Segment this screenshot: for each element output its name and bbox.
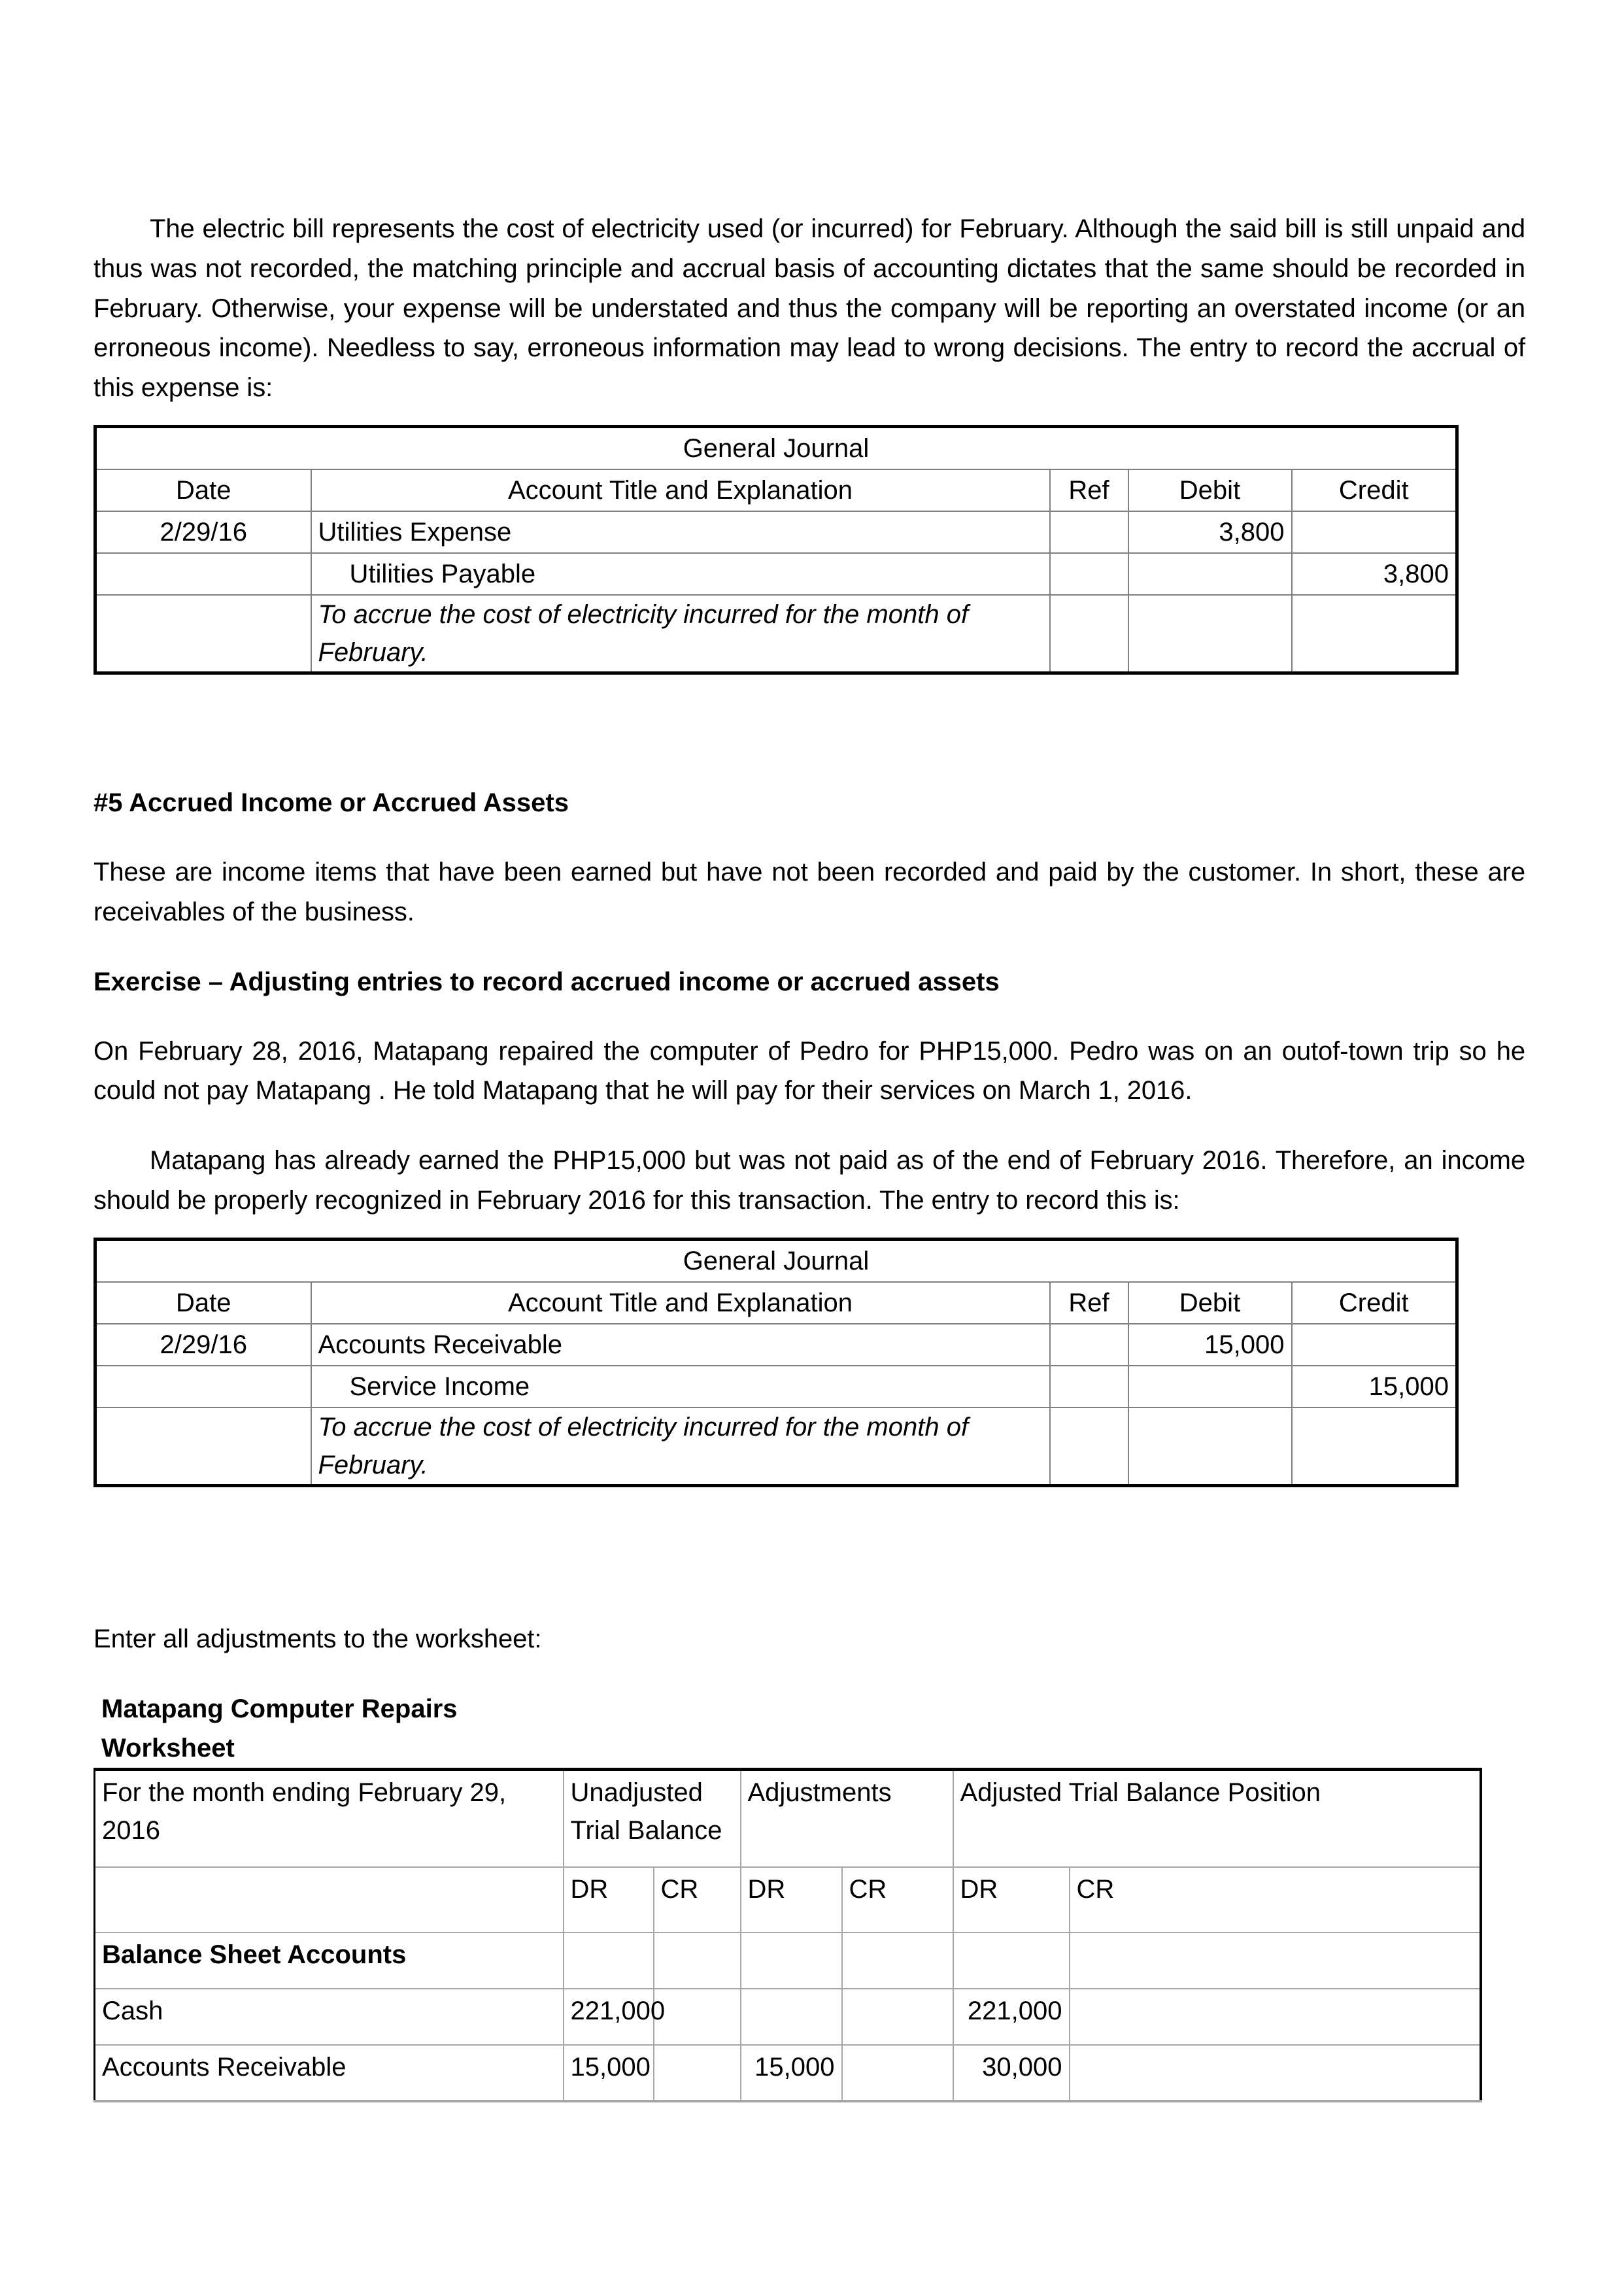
worksheet-unadjusted-header: Unadjusted Trial Balance <box>564 1769 741 1867</box>
cell-credit <box>1292 1324 1457 1366</box>
table-row <box>95 1867 1481 1932</box>
page-content <box>93 209 1525 2102</box>
worksheet-period-header: For the month ending February 29, 2016 <box>95 1769 564 1867</box>
cell-debit-empty <box>1128 595 1292 673</box>
worksheet-adjustments-header: Adjustments <box>741 1769 953 1867</box>
header-credit: Credit <box>1292 1282 1457 1324</box>
header-date: Date <box>95 1282 311 1324</box>
cell-date-empty <box>95 595 311 673</box>
cell-ref-empty <box>1050 595 1128 673</box>
cell-ref <box>1050 511 1128 553</box>
cell-debit <box>1128 1366 1292 1408</box>
worksheet-adjusted-header: Adjusted Trial Balance Position <box>953 1769 1481 1867</box>
cell-account: Utilities Payable <box>311 553 1050 595</box>
worksheet-row-label: Cash <box>95 1989 564 2045</box>
table-row <box>95 1408 1457 1486</box>
worksheet-blank-subheader <box>95 1867 564 1932</box>
table-row <box>95 1989 1481 2045</box>
table-row <box>95 469 1457 511</box>
worksheet-cell-adj-cr <box>842 1932 953 1989</box>
paragraph-enter-adjustments: Enter all adjustments to the worksheet: <box>93 1624 542 1653</box>
cell-debit: 3,800 <box>1128 511 1292 553</box>
worksheet-cell-final-dr: 30,000 <box>953 2045 1070 2101</box>
worksheet-cell-adj-dr <box>741 1989 842 2045</box>
worksheet-cell-unadj-dr: 15,000 <box>564 2045 654 2101</box>
worksheet-subheader-unadj-cr: CR <box>654 1867 741 1932</box>
journal-title: General Journal <box>95 1239 1457 1282</box>
table-row <box>95 1769 1481 1867</box>
paragraph-transaction: On February 28, 2016, Matapang repaired the computer of Pedro for PHP15,000. Pedro was on an outof-town trip so he could not pay Matapang . He told Matapang that he will pay for their services on March 1, 2016. <box>93 1036 1525 1105</box>
worksheet-cell-unadj-dr <box>564 1932 654 1989</box>
cell-debit <box>1128 553 1292 595</box>
cell-credit-empty <box>1292 1408 1457 1486</box>
worksheet-subheader-final-cr: CR <box>1070 1867 1481 1932</box>
cell-date: 2/29/16 <box>95 511 311 553</box>
worksheet-subheader-final-dr: DR <box>953 1867 1070 1932</box>
cell-date <box>95 1366 311 1408</box>
worksheet-row-label: Balance Sheet Accounts <box>95 1932 564 1989</box>
worksheet-cell-unadj-cr <box>654 1932 741 1989</box>
worksheet-cell-unadj-dr: 221,000 <box>564 1989 654 2045</box>
table-row <box>95 2045 1481 2101</box>
header-credit: Credit <box>1292 469 1457 511</box>
cell-debit-empty <box>1128 1408 1292 1486</box>
cell-ref <box>1050 553 1128 595</box>
cell-ref-empty <box>1050 1408 1128 1486</box>
worksheet-row-label: Accounts Receivable <box>95 2045 564 2101</box>
cell-explanation: To accrue the cost of electricity incurred for the month of February. <box>311 1408 1050 1486</box>
worksheet-subheader-unadj-dr: DR <box>564 1867 654 1932</box>
header-debit: Debit <box>1128 469 1292 511</box>
worksheet-cell-unadj-cr <box>654 2045 741 2101</box>
worksheet-cell-adj-cr <box>842 2045 953 2101</box>
cell-credit-empty <box>1292 595 1457 673</box>
table-row <box>95 1239 1457 1282</box>
cell-account: Accounts Receivable <box>311 1324 1050 1366</box>
cell-date: 2/29/16 <box>95 1324 311 1366</box>
cell-account: Service Income <box>311 1366 1050 1408</box>
general-journal-table-2 <box>93 1238 1459 1487</box>
table-row <box>95 511 1457 553</box>
cell-credit <box>1292 511 1457 553</box>
worksheet-cell-final-dr <box>953 1932 1070 1989</box>
cell-credit: 15,000 <box>1292 1366 1457 1408</box>
worksheet-cell-final-cr <box>1070 2045 1481 2101</box>
cell-ref <box>1050 1366 1128 1408</box>
heading-exercise: Exercise – Adjusting entries to record accrued income or accrued assets <box>93 967 1000 996</box>
header-account: Account Title and Explanation <box>311 1282 1050 1324</box>
table-row <box>95 1932 1481 1989</box>
journal-title: General Journal <box>95 426 1457 469</box>
cell-date <box>95 553 311 595</box>
header-date: Date <box>95 469 311 511</box>
general-journal-table-1 <box>93 425 1459 675</box>
worksheet-cell-final-dr: 221,000 <box>953 1989 1070 2045</box>
table-row <box>95 426 1457 469</box>
cell-account: Utilities Expense <box>311 511 1050 553</box>
worksheet-cell-adj-cr <box>842 1989 953 2045</box>
worksheet-label: Worksheet <box>101 1733 235 1763</box>
header-ref: Ref <box>1050 1282 1128 1324</box>
header-debit: Debit <box>1128 1282 1292 1324</box>
cell-explanation: To accrue the cost of electricity incurred for the month of February. <box>311 595 1050 673</box>
paragraph-recognition: Matapang has already earned the PHP15,000 but was not paid as of the end of February 2016. Therefore, an income should be properly recognized in February 2016 for this transaction. The entry to record this is: <box>93 1146 1525 1215</box>
worksheet-subheader-adj-cr: CR <box>842 1867 953 1932</box>
cell-date-empty <box>95 1408 311 1486</box>
header-ref: Ref <box>1050 469 1128 511</box>
table-row <box>95 595 1457 673</box>
cell-debit: 15,000 <box>1128 1324 1292 1366</box>
table-row <box>95 1366 1457 1408</box>
header-account: Account Title and Explanation <box>311 469 1050 511</box>
paragraph-income-items: These are income items that have been earned but have not been recorded and paid by the customer. In short, these are receivables of the business. <box>93 857 1525 926</box>
table-row <box>95 1324 1457 1366</box>
worksheet-cell-adj-dr <box>741 1932 842 1989</box>
cell-credit: 3,800 <box>1292 553 1457 595</box>
worksheet-cell-final-cr <box>1070 1932 1481 1989</box>
worksheet-cell-adj-dr: 15,000 <box>741 2045 842 2101</box>
worksheet-cell-final-cr <box>1070 1989 1481 2045</box>
worksheet-table <box>93 1768 1482 2103</box>
cell-ref <box>1050 1324 1128 1366</box>
worksheet-subheader-adj-dr: DR <box>741 1867 842 1932</box>
heading-accrued-income: #5 Accrued Income or Accrued Assets <box>93 788 569 817</box>
table-row <box>95 1282 1457 1324</box>
paragraph-electric-bill: The electric bill represents the cost of electricity used (or incurred) for February. Although the said bill is still unpaid and thus was not recorded, the matching principle and accrual basis of accounting dictates that the same should be recorded in February. Otherwise, your expense will be understated and thus the company will be reporting an overstated income (or an erroneous income). Needless to say, erroneous information may lead to wrong decisions. The entry to record the accrual of this expense is: <box>93 214 1525 403</box>
worksheet-cell-unadj-cr <box>654 1989 741 2045</box>
worksheet-company-name: Matapang Computer Repairs <box>101 1694 458 1723</box>
table-row <box>95 553 1457 595</box>
